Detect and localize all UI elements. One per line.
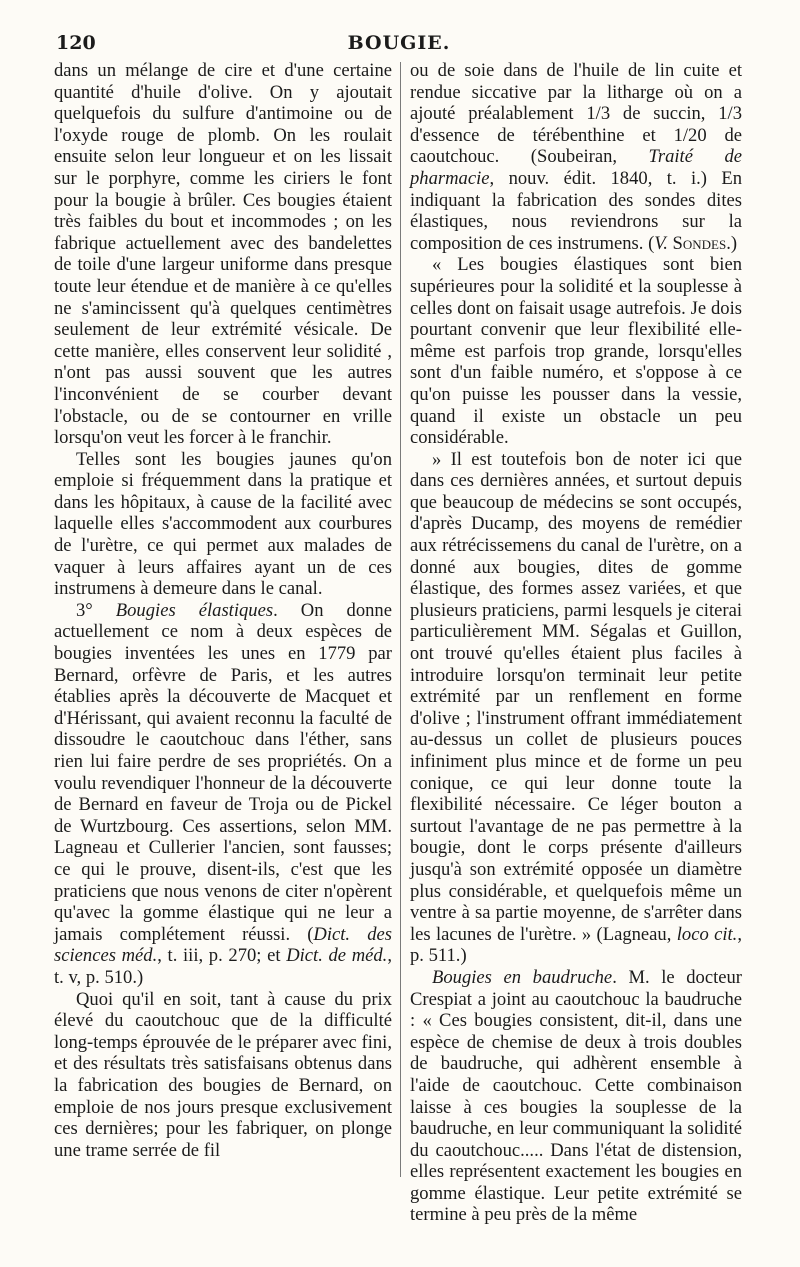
citation: Traité de pharmacie bbox=[410, 146, 743, 189]
left-column bbox=[54, 60, 392, 1190]
paragraph-text: , t. v, p. 510.) bbox=[54, 945, 392, 988]
page-header bbox=[56, 32, 742, 56]
cross-reference-target: Sondes bbox=[672, 232, 727, 254]
paragraph-text: , t. iii, p. 270; et bbox=[157, 945, 287, 967]
cross-reference: V. bbox=[654, 232, 668, 254]
section-number: 3° bbox=[76, 599, 116, 621]
paragraph-text: , nouv. édit. 1840, t. i.) En indiquant la fabrication des sondes dites élastiques, nous reviendrons sur la composition de ces instrumens. ( bbox=[410, 167, 742, 254]
citation: loco cit. bbox=[676, 923, 738, 945]
paragraph-bougies-baudruche bbox=[410, 967, 742, 1226]
paragraph: dans un mélange de cire et d'une certaine quantité d'huile d'olive. On y ajoutait quelquefois du sulfure d'antimoine ou de l'oxyde rouge de plomb. On les roulait ensuite selon leur longueur et on les lissait sur le porphyre, comme les ciriers le font pour la bougie à brûler. Ces bougies étaient très faibles du bout et incommodes ; on les fabrique actuellement avec des bandelettes de toile d'une largeur uniforme dans presque toute leur étendue et de manière à ce qu'elles ne s'amincissent qu'à quelques centimètres seulement de leur extrémité vésicale. De cette manière, elles conservent leur solidité , n'ont pas aussi souvent que les autres l'inconvénient de se courber devant l'obstacle, ou de se contourner en vrille lorsqu'on veut les forcer à le franchir. bbox=[54, 60, 392, 449]
paragraph-text: . On donne actuellement ce nom à deux espèces de bougies inventées les unes en 1779 par Bernard, orfèvre de Paris, et les autres établies après la découverte de Macquet et d'Hérissant, qui avaient reconnu la faculté de dissoudre le caoutchouc dans l'éther, sans rien lui faire perdre de ses propriétés. On a voulu revendiquer l'honneur de la découverte de Bernard en faveur de Troja ou de Pickel de Wurtzbourg. Ces assertions, selon MM. Lagneau et Cullerier l'ancien, sont fausses; ce qui le prouve, disent-ils, c'est que les praticiens que nous venons de citer n'opèrent qu'avec la gomme élastique qui ne leur a jamais complétement réussi. ( bbox=[54, 599, 392, 945]
section-heading: Bougies élastiques bbox=[115, 599, 274, 621]
column-divider bbox=[400, 62, 401, 1177]
quotation-paragraph bbox=[410, 254, 742, 448]
paragraph bbox=[54, 989, 392, 1162]
right-column bbox=[410, 60, 743, 1226]
paragraph bbox=[410, 60, 742, 254]
paragraph-text: . M. le docteur Crespiat a joint au caoutchouc la baudruche : « Ces bougies consistent, dit-il, dans une espèce de chemise de deux à trois doubles de baudruche, qui adhèrent ensemble à l'aide de caoutchouc. Cette combinaison laisse à ces bougies la souplesse de la baudruche, en leur communiquant la solidité du caoutchouc..... Dans l'état de distension, elles représentent exactement les bougies en gomme élastique. Leur petite extrémité se termine à peu près de la même bbox=[410, 966, 742, 1226]
running-title: BOUGIE. bbox=[347, 32, 451, 54]
quotation-paragraph bbox=[410, 449, 742, 967]
paragraph bbox=[54, 449, 392, 600]
paragraph-text: ou de soie dans de l'huile de lin cuite et rendue siccative par la litharge où on a ajouté préalablement 1/3 de succin, 1/3 d'essence de térébenthine et 1/20 de caoutchouc. (Soubeiran, bbox=[410, 60, 742, 168]
paragraph-text: .) bbox=[726, 232, 738, 254]
paragraph-bougies-elastiques bbox=[54, 600, 392, 989]
paragraph-text: Quoi qu'il en soit, tant à cause du prix élevé du caoutchouc que de la difficulté long-temps éprouvée de le préparer avec fini, et des résultats très satisfaisans obtenus dans la fabrication des bougies de Bernard, on emploie de nos jours presque exclusivement ces dernières; pour les fabriquer, on plonge une trame serrée de fil bbox=[54, 988, 392, 1161]
paragraph-text: Telles sont les bougies jaunes qu'on emploie si fréquemment dans la pratique et dans les hôpitaux, à cause de la facilité avec laquelle elles s'accommodent aux courbures de l'urètre, ce qui permet aux malades de vaquer à leurs affaires ayant un de ces instrumens à demeure dans le canal. bbox=[54, 448, 392, 600]
citation: Dict. de méd. bbox=[286, 945, 388, 967]
paragraph-text: » Il est toutefois bon de noter ici que dans ces dernières années, et surtout depuis que beaucoup de médecins se sont occupés, d'après Ducamp, des moyens de remédier aux rétrécissemens du canal de l'urètre, on a donné aux bougies, dites de gomme élastique, des formes assez variées, et que plusieurs praticiens, parmi lesquels je citerai particulièrement MM. Ségalas et Guillon, ont trouvé qu'elles étaient plus faciles à introduire lorsqu'on terminait leur petite extrémité par un renflement en forme d'olive ; l'instrument offrant immédiatement au-dessus un collet de plusieurs pouces infiniment plus mince et de forme un peu conique, ce qui leur donne toute la flexibilité nécessaire. Ce léger bouton a surtout l'avantage de ne pas permettre à la bougie, dont le corps présente d'ailleurs jusqu'à son extrémité opposée un diamètre plus considérable, et quelquefois même un ventre à sa partie moyenne, de s'arrêter dans les lacunes de l'urètre. » (Lagneau, bbox=[410, 448, 742, 945]
paragraph-text: « Les bougies élastiques sont bien supérieures pour la solidité et la souplesse à celles dont on faisait usage autrefois. Je dois pourtant convenir que leur flexibilité elle-même est parfois trop grande, lorsqu'elles sont d'un faible numéro, et s'oppose à ce qu'on puisse les pousser dans la vessie, quand il existe un obstacle un peu considérable. bbox=[410, 254, 742, 449]
citation: Dict. des sciences méd. bbox=[54, 923, 392, 967]
paragraph-text: , p. 511.) bbox=[410, 923, 742, 967]
section-heading: Bougies en baudruche bbox=[432, 966, 613, 988]
page-number: 120 bbox=[56, 32, 96, 54]
